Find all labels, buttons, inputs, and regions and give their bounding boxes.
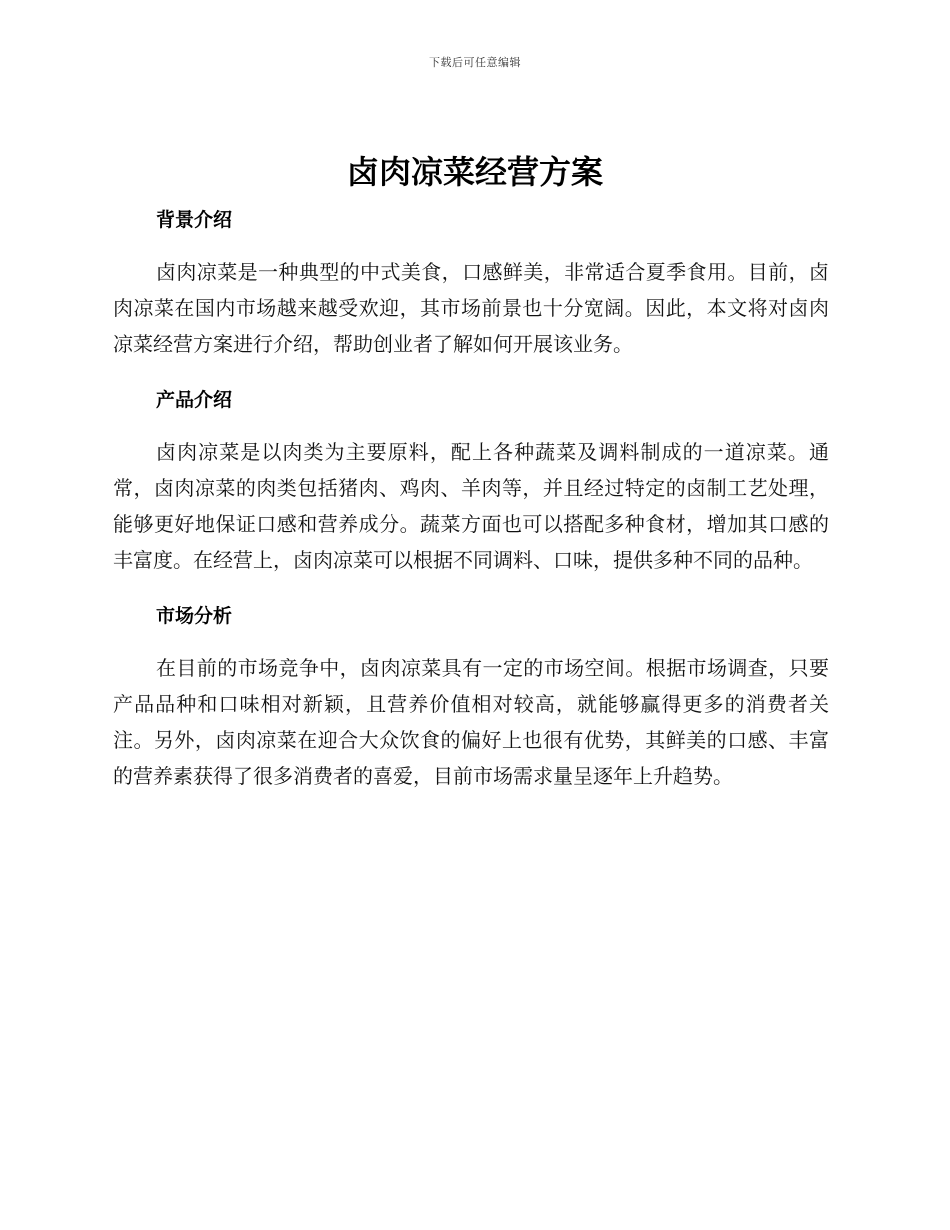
- document-content: [113, 200, 829, 794]
- section-background: [113, 200, 829, 362]
- section-heading: 背景介绍: [156, 209, 233, 231]
- document-title: 卤肉凉菜经营方案: [346, 153, 603, 191]
- header-note: 下载后可任意编辑: [429, 56, 521, 69]
- section-product: [113, 380, 829, 578]
- section-paragraph: 卤肉凉菜是一种典型的中式美食，口感鲜美，非常适合夏季食用。目前，卤肉凉菜在国内市场越来越受欢迎，其市场前景也十分宽阔。因此，本文将对卤肉凉菜经营方案进行介绍，帮助创业者了解如何开展该业务。: [113, 260, 829, 356]
- section-market: [113, 596, 829, 794]
- section-paragraph: 在目前的市场竞争中，卤肉凉菜具有一定的市场空间。根据市场调查，只要产品品种和口味相对新颖，且营养价值相对较高，就能够赢得更多的消费者关注。另外，卤肉凉菜在迎合大众饮食的偏好上也很有优势，其鲜美的口感、丰富的营养素获得了很多消费者的喜爱，目前市场需求量呈逐年上升趋势。: [113, 656, 829, 788]
- section-heading: 市场分析: [156, 605, 233, 627]
- section-paragraph: 卤肉凉菜是以肉类为主要原料，配上各种蔬菜及调料制成的一道凉菜。通常，卤肉凉菜的肉类包括猪肉、鸡肉、羊肉等，并且经过特定的卤制工艺处理，能够更好地保证口感和营养成分。蔬菜方面也可以搭配多种食材，增加其口感的丰富度。在经营上，卤肉凉菜可以根据不同调料、口味，提供多种不同的品种。: [113, 440, 829, 572]
- section-heading: 产品介绍: [156, 389, 233, 411]
